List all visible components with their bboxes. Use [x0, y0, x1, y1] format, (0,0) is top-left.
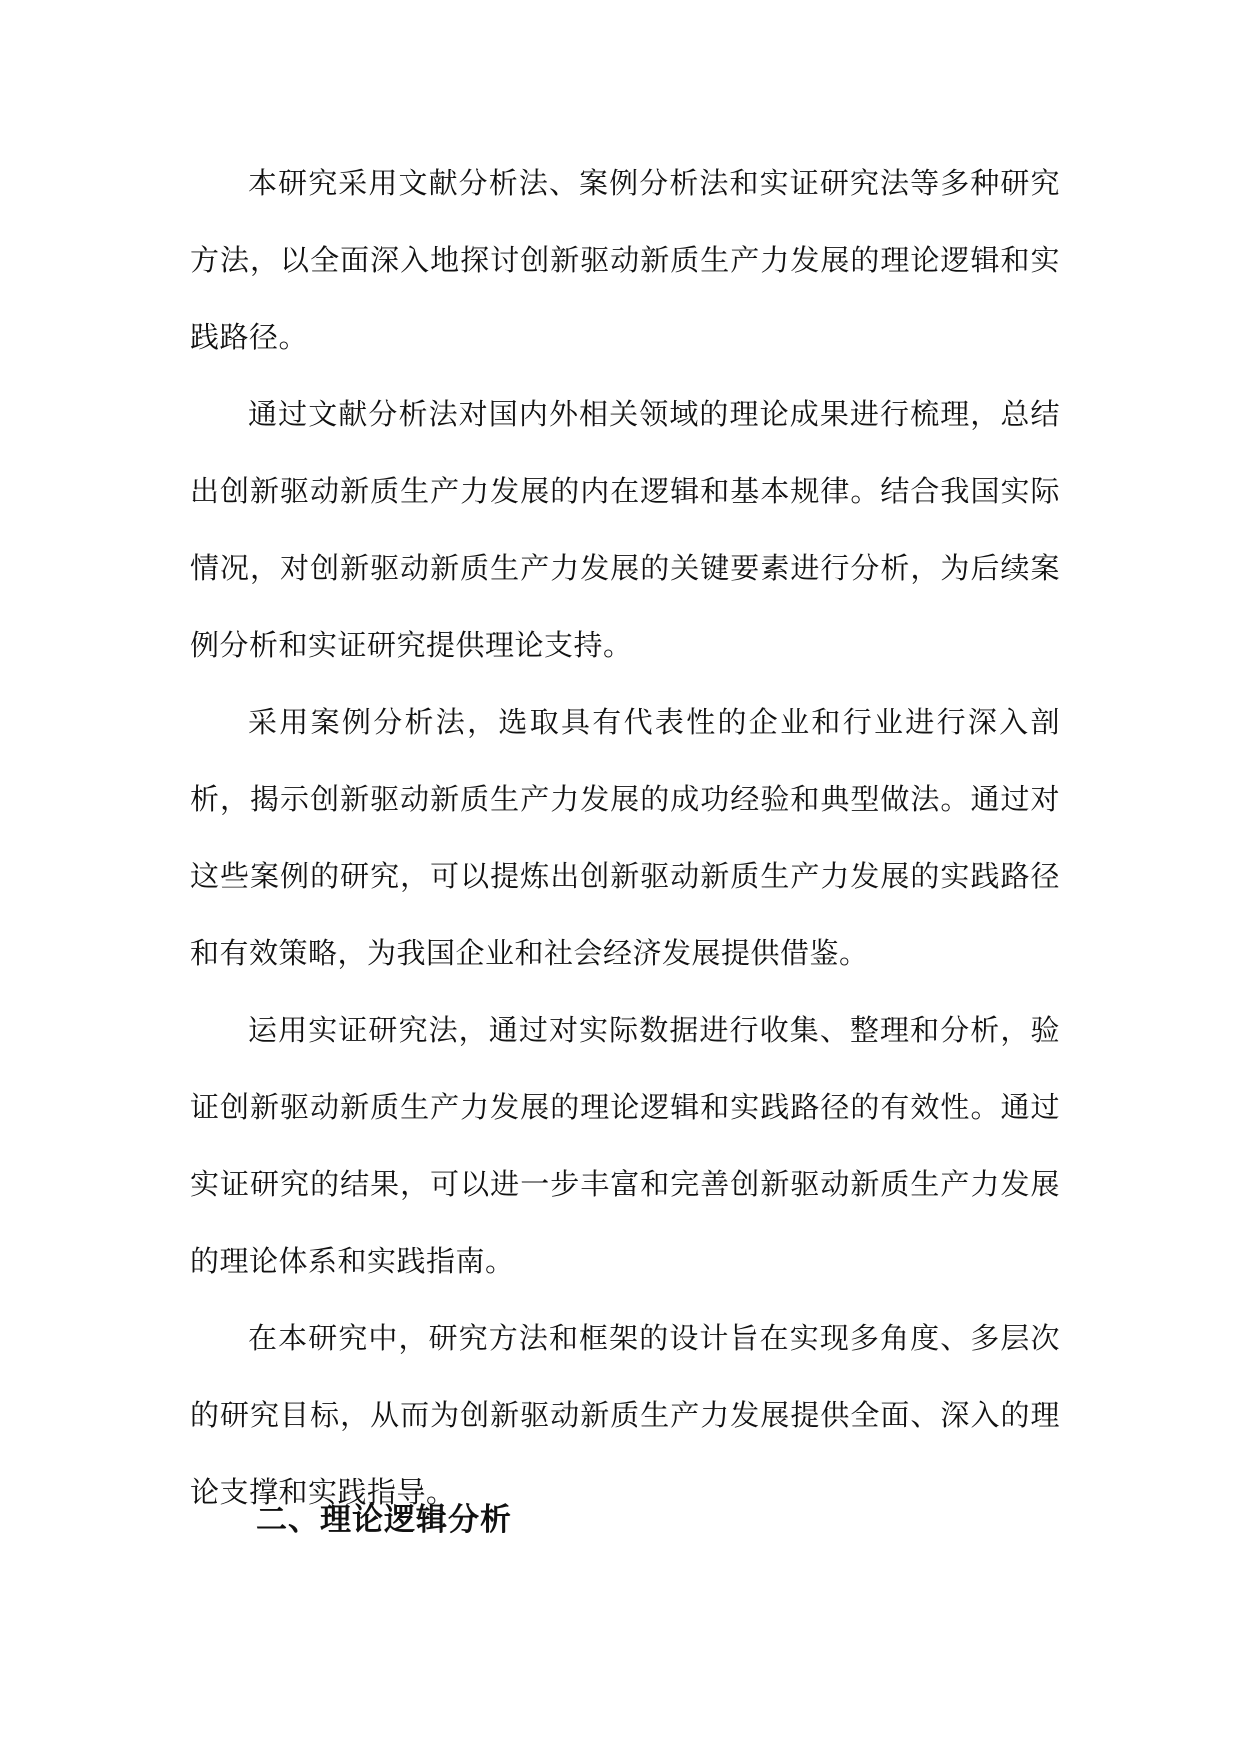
- paragraph-research-methods: 本研究采用文献分析法、案例分析法和实证研究法等多种研究方法，以全面深入地探讨创新驱动新质生产力发展的理论逻辑和实践路径。: [190, 166, 1060, 354]
- section-heading: 二、理论逻辑分析: [256, 1502, 512, 1538]
- body-text: [190, 145, 1060, 1531]
- paragraph-framework-design: 在本研究中，研究方法和框架的设计旨在实现多角度、多层次的研究目标，从而为创新驱动新质生产力发展提供全面、深入的理论支撑和实践指导。: [190, 1321, 1060, 1509]
- paragraph-empirical-research: 运用实证研究法，通过对实际数据进行收集、整理和分析，验证创新驱动新质生产力发展的理论逻辑和实践路径的有效性。通过实证研究的结果，可以进一步丰富和完善创新驱动新质生产力发展的理论体系和实践指南。: [190, 1013, 1060, 1278]
- paragraph-literature-analysis: 通过文献分析法对国内外相关领域的理论成果进行梳理，总结出创新驱动新质生产力发展的内在逻辑和基本规律。结合我国实际情况，对创新驱动新质生产力发展的关键要素进行分析，为后续案例分析和实证研究提供理论支持。: [190, 397, 1060, 662]
- paragraph-case-analysis: 采用案例分析法，选取具有代表性的企业和行业进行深入剖析，揭示创新驱动新质生产力发展的成功经验和典型做法。通过对这些案例的研究，可以提炼出创新驱动新质生产力发展的实践路径和有效策略，为我国企业和社会经济发展提供借鉴。: [190, 705, 1060, 970]
